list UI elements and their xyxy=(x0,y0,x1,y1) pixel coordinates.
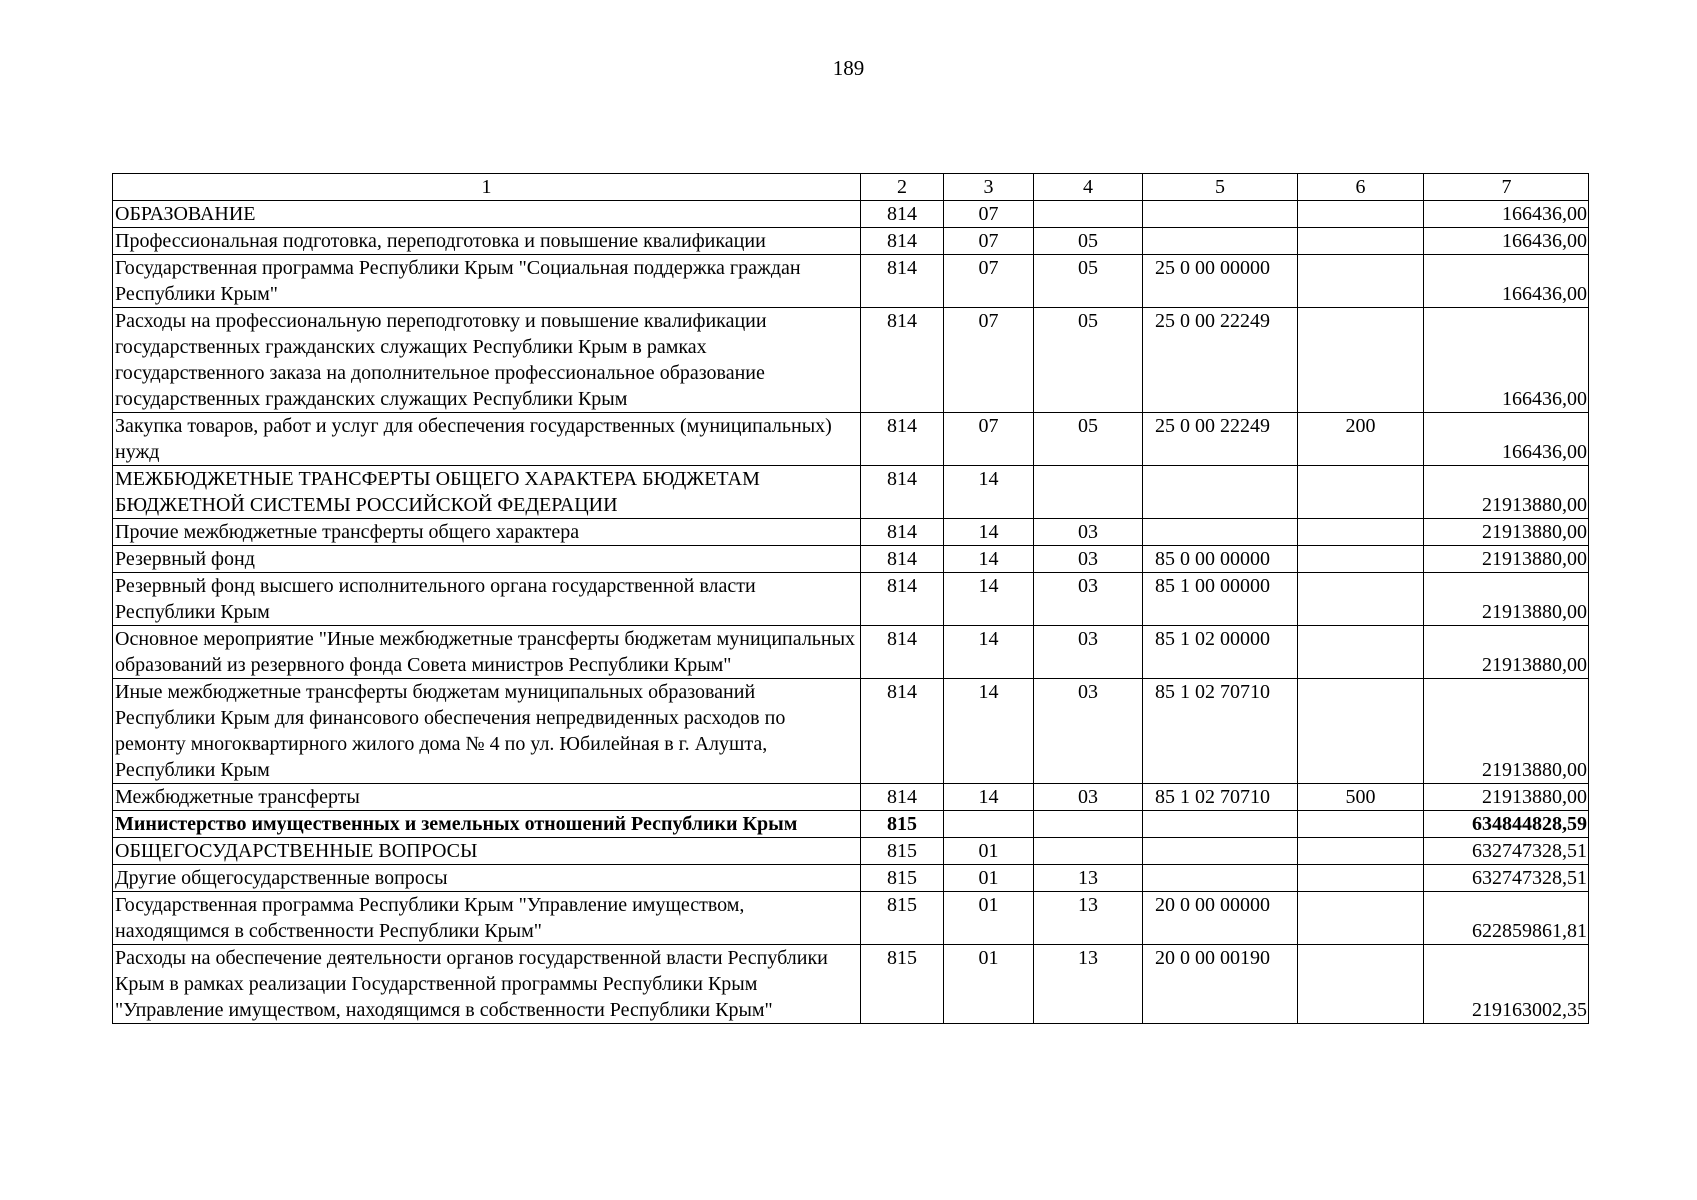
row-subsection-cell xyxy=(1034,201,1143,228)
row-amount-cell: 166436,00 xyxy=(1424,413,1589,466)
budget-table xyxy=(112,173,1589,1024)
row-subsection-cell: 13 xyxy=(1034,865,1143,892)
row-expense-type-cell xyxy=(1298,255,1424,308)
row-name-cell: Закупка товаров, работ и услуг для обеспечения государственных (муниципальных) нужд xyxy=(113,413,861,466)
row-name-cell: Профессиональная подготовка, переподготовка и повышение квалификации xyxy=(113,228,861,255)
row-amount-cell: 634844828,59 xyxy=(1424,811,1589,838)
row-expense-type-cell xyxy=(1298,838,1424,865)
row-section-cell: 14 xyxy=(944,679,1034,784)
row-name-cell: Государственная программа Республики Крым "Управление имуществом, находящимся в собственности Республики Крым" xyxy=(113,892,861,945)
row-expense-type-cell: 500 xyxy=(1298,784,1424,811)
row-code-cell: 814 xyxy=(861,201,944,228)
table-row xyxy=(113,892,1589,945)
row-section-cell xyxy=(944,811,1034,838)
table-row xyxy=(113,865,1589,892)
row-expense-type-cell xyxy=(1298,811,1424,838)
row-code-cell: 814 xyxy=(861,228,944,255)
row-section-cell: 14 xyxy=(944,466,1034,519)
row-target-article-cell: 20 0 00 00000 xyxy=(1143,892,1298,945)
row-subsection-cell: 03 xyxy=(1034,519,1143,546)
row-name-cell: Резервный фонд xyxy=(113,546,861,573)
row-amount-cell: 21913880,00 xyxy=(1424,784,1589,811)
row-expense-type-cell xyxy=(1298,892,1424,945)
row-name-cell: Другие общегосударственные вопросы xyxy=(113,865,861,892)
row-subsection-cell: 05 xyxy=(1034,228,1143,255)
row-code-cell: 814 xyxy=(861,546,944,573)
row-code-cell: 814 xyxy=(861,626,944,679)
row-expense-type-cell xyxy=(1298,201,1424,228)
row-subsection-cell: 05 xyxy=(1034,255,1143,308)
row-expense-type-cell xyxy=(1298,519,1424,546)
row-section-cell: 01 xyxy=(944,865,1034,892)
row-section-cell: 14 xyxy=(944,626,1034,679)
row-code-cell: 814 xyxy=(861,413,944,466)
row-subsection-cell: 05 xyxy=(1034,413,1143,466)
table-row xyxy=(113,466,1589,519)
row-code-cell: 814 xyxy=(861,784,944,811)
row-amount-cell: 21913880,00 xyxy=(1424,679,1589,784)
row-section-cell: 14 xyxy=(944,573,1034,626)
table-row xyxy=(113,519,1589,546)
row-code-cell: 814 xyxy=(861,573,944,626)
row-subsection-cell: 13 xyxy=(1034,945,1143,1024)
row-name-cell: Расходы на обеспечение деятельности органов государственной власти Республики Крым в рамках реализации Государственной программы Республики Крым "Управление имуществом, находящимся в собственности Республики Крым" xyxy=(113,945,861,1024)
row-amount-cell: 166436,00 xyxy=(1424,255,1589,308)
row-target-article-cell xyxy=(1143,865,1298,892)
row-expense-type-cell xyxy=(1298,626,1424,679)
row-section-cell: 07 xyxy=(944,413,1034,466)
table-row xyxy=(113,228,1589,255)
header-cell: 6 xyxy=(1298,174,1424,201)
row-section-cell: 14 xyxy=(944,784,1034,811)
row-target-article-cell: 20 0 00 00190 xyxy=(1143,945,1298,1024)
header-cell: 5 xyxy=(1143,174,1298,201)
row-name-cell: Расходы на профессиональную переподготовку и повышение квалификации государственных гражданских служащих Республики Крым в рамках государственного заказа на дополнительное профессиональное образование государственных гражданских служащих Республики Крым xyxy=(113,308,861,413)
row-amount-cell: 21913880,00 xyxy=(1424,519,1589,546)
table-row xyxy=(113,546,1589,573)
header-cell: 3 xyxy=(944,174,1034,201)
header-cell: 7 xyxy=(1424,174,1589,201)
row-amount-cell: 21913880,00 xyxy=(1424,546,1589,573)
row-subsection-cell: 03 xyxy=(1034,784,1143,811)
row-name-cell: Основное мероприятие "Иные межбюджетные трансферты бюджетам муниципальных образований из резервного фонда Совета министров Республики Крым" xyxy=(113,626,861,679)
row-subsection-cell xyxy=(1034,466,1143,519)
row-section-cell: 07 xyxy=(944,201,1034,228)
row-target-article-cell: 85 1 02 70710 xyxy=(1143,784,1298,811)
table-row xyxy=(113,784,1589,811)
row-expense-type-cell xyxy=(1298,573,1424,626)
page-number: 189 xyxy=(832,56,865,80)
table-row xyxy=(113,201,1589,228)
row-target-article-cell xyxy=(1143,811,1298,838)
row-expense-type-cell xyxy=(1298,546,1424,573)
table-row xyxy=(113,413,1589,466)
row-target-article-cell: 25 0 00 22249 xyxy=(1143,413,1298,466)
row-section-cell: 01 xyxy=(944,838,1034,865)
row-expense-type-cell xyxy=(1298,679,1424,784)
row-subsection-cell: 05 xyxy=(1034,308,1143,413)
row-amount-cell: 166436,00 xyxy=(1424,201,1589,228)
row-target-article-cell: 85 1 02 70710 xyxy=(1143,679,1298,784)
row-target-article-cell: 25 0 00 22249 xyxy=(1143,308,1298,413)
table-row xyxy=(113,811,1589,838)
row-expense-type-cell xyxy=(1298,228,1424,255)
row-target-article-cell xyxy=(1143,201,1298,228)
row-code-cell: 814 xyxy=(861,308,944,413)
row-name-cell: Иные межбюджетные трансферты бюджетам муниципальных образований Республики Крым для финансового обеспечения непредвиденных расходов по ремонту многоквартирного жилого дома № 4 по ул. Юбилейная в г. Алушта, Республики Крым xyxy=(113,679,861,784)
row-code-cell: 815 xyxy=(861,838,944,865)
table-row xyxy=(113,679,1589,784)
row-expense-type-cell xyxy=(1298,945,1424,1024)
row-section-cell: 14 xyxy=(944,519,1034,546)
row-section-cell: 07 xyxy=(944,255,1034,308)
table-row xyxy=(113,626,1589,679)
row-name-cell: Межбюджетные трансферты xyxy=(113,784,861,811)
row-section-cell: 07 xyxy=(944,308,1034,413)
header-row xyxy=(113,174,1589,201)
row-name-cell: ОБРАЗОВАНИЕ xyxy=(113,201,861,228)
row-expense-type-cell xyxy=(1298,865,1424,892)
row-name-cell: Министерство имущественных и земельных отношений Республики Крым xyxy=(113,811,861,838)
header-cell: 4 xyxy=(1034,174,1143,201)
row-subsection-cell xyxy=(1034,811,1143,838)
row-code-cell: 815 xyxy=(861,892,944,945)
row-code-cell: 814 xyxy=(861,519,944,546)
row-target-article-cell xyxy=(1143,228,1298,255)
row-amount-cell: 632747328,51 xyxy=(1424,838,1589,865)
row-amount-cell: 632747328,51 xyxy=(1424,865,1589,892)
row-subsection-cell: 03 xyxy=(1034,546,1143,573)
row-subsection-cell xyxy=(1034,838,1143,865)
table-row xyxy=(113,573,1589,626)
row-code-cell: 814 xyxy=(861,255,944,308)
row-name-cell: Государственная программа Республики Крым "Социальная поддержка граждан Республики Крым" xyxy=(113,255,861,308)
row-expense-type-cell xyxy=(1298,466,1424,519)
row-subsection-cell: 03 xyxy=(1034,626,1143,679)
row-section-cell: 07 xyxy=(944,228,1034,255)
row-code-cell: 814 xyxy=(861,679,944,784)
row-target-article-cell xyxy=(1143,838,1298,865)
row-code-cell: 814 xyxy=(861,466,944,519)
row-subsection-cell: 03 xyxy=(1034,573,1143,626)
row-expense-type-cell xyxy=(1298,308,1424,413)
table-row xyxy=(113,308,1589,413)
row-amount-cell: 622859861,81 xyxy=(1424,892,1589,945)
row-name-cell: ОБЩЕГОСУДАРСТВЕННЫЕ ВОПРОСЫ xyxy=(113,838,861,865)
row-expense-type-cell: 200 xyxy=(1298,413,1424,466)
row-amount-cell: 21913880,00 xyxy=(1424,573,1589,626)
row-subsection-cell: 03 xyxy=(1034,679,1143,784)
row-name-cell: МЕЖБЮДЖЕТНЫЕ ТРАНСФЕРТЫ ОБЩЕГО ХАРАКТЕРА БЮДЖЕТАМ БЮДЖЕТНОЙ СИСТЕМЫ РОССИЙСКОЙ ФЕДЕРАЦИИ xyxy=(113,466,861,519)
row-amount-cell: 219163002,35 xyxy=(1424,945,1589,1024)
row-subsection-cell: 13 xyxy=(1034,892,1143,945)
row-name-cell: Прочие межбюджетные трансферты общего характера xyxy=(113,519,861,546)
header-cell: 1 xyxy=(113,174,861,201)
row-section-cell: 01 xyxy=(944,892,1034,945)
row-target-article-cell: 85 0 00 00000 xyxy=(1143,546,1298,573)
table-row xyxy=(113,838,1589,865)
row-name-cell: Резервный фонд высшего исполнительного органа государственной власти Республики Крым xyxy=(113,573,861,626)
row-code-cell: 815 xyxy=(861,811,944,838)
row-target-article-cell xyxy=(1143,519,1298,546)
row-code-cell: 815 xyxy=(861,865,944,892)
row-code-cell: 815 xyxy=(861,945,944,1024)
row-target-article-cell: 25 0 00 00000 xyxy=(1143,255,1298,308)
row-amount-cell: 166436,00 xyxy=(1424,228,1589,255)
row-amount-cell: 21913880,00 xyxy=(1424,626,1589,679)
row-target-article-cell: 85 1 00 00000 xyxy=(1143,573,1298,626)
table-row xyxy=(113,255,1589,308)
table-row xyxy=(113,945,1589,1024)
row-section-cell: 14 xyxy=(944,546,1034,573)
header-cell: 2 xyxy=(861,174,944,201)
row-amount-cell: 21913880,00 xyxy=(1424,466,1589,519)
row-section-cell: 01 xyxy=(944,945,1034,1024)
row-target-article-cell xyxy=(1143,466,1298,519)
row-amount-cell: 166436,00 xyxy=(1424,308,1589,413)
row-target-article-cell: 85 1 02 00000 xyxy=(1143,626,1298,679)
